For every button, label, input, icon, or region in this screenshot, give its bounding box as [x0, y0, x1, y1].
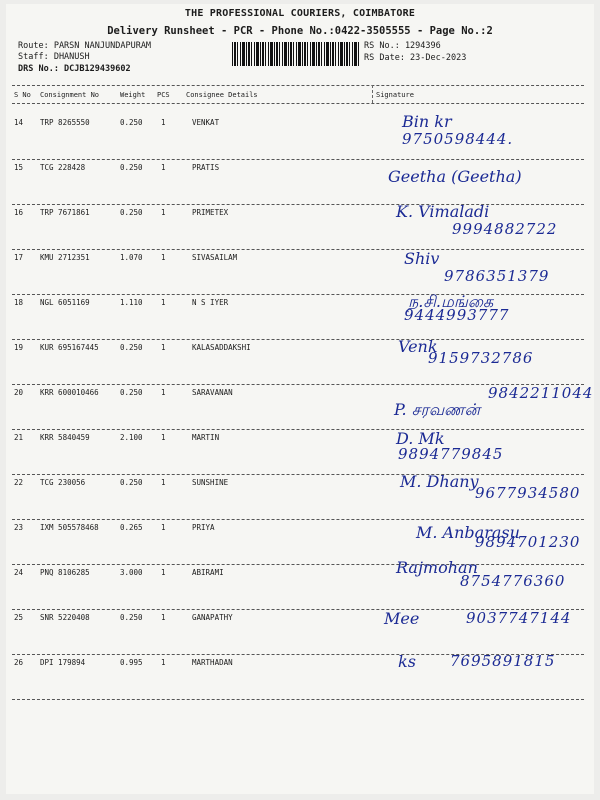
row-consignee: SARAVANAN — [192, 388, 233, 397]
row-weight: 3.000 — [120, 568, 143, 577]
row-sno: 14 — [14, 118, 24, 127]
row-consignee: MARTIN — [192, 433, 220, 442]
row-separator — [12, 249, 584, 250]
row-consignment-no: TRP 8265550 — [40, 118, 90, 127]
signature-phone: 9037747144 — [466, 609, 572, 627]
signature-phone: 9894701230 — [475, 533, 581, 551]
row-weight: 2.100 — [120, 433, 143, 442]
row-sno: 22 — [14, 478, 24, 487]
signature-phone: 9894779845 — [398, 445, 504, 463]
row-sno: 24 — [14, 568, 24, 577]
header-bottom-rule — [12, 103, 584, 104]
row-consignee: MARTHADAN — [192, 658, 233, 667]
signature-phone: 7695891815 — [450, 652, 556, 670]
header-top-rule — [12, 85, 584, 86]
signature-name: Geetha (Geetha) — [388, 167, 522, 186]
row-sno: 16 — [14, 208, 24, 217]
signature-phone: 8754776360 — [460, 572, 566, 590]
rs-number: RS No.: 1294396 — [364, 41, 441, 51]
row-consignee: PRATIS — [192, 163, 220, 172]
col-header-pcs: PCS — [157, 91, 170, 99]
row-separator — [12, 339, 584, 340]
col-header-weight: Weight — [120, 91, 146, 99]
signature-name: Rajmohan — [396, 558, 478, 577]
row-consignment-no: SNR 5220408 — [40, 613, 90, 622]
row-pcs: 1 — [161, 163, 166, 172]
signature-name: Bin kr — [402, 112, 452, 131]
row-sno: 19 — [14, 343, 24, 352]
row-consignee: GANAPATHY — [192, 613, 233, 622]
barcode — [232, 42, 360, 66]
signature-name: M. Anbarasu — [416, 523, 520, 542]
company-title: THE PROFESSIONAL COURIERS, COIMBATORE — [184, 8, 416, 19]
signature-phone: 9750598444. — [402, 130, 514, 148]
row-consignment-no: DPI 179894 — [40, 658, 86, 667]
row-sno: 21 — [14, 433, 24, 442]
row-consignment-no: KRR 5840459 — [40, 433, 90, 442]
signature-name: ந.சி.மங்கை — [408, 292, 494, 311]
signature-name: Shiv — [404, 249, 440, 268]
row-weight: 0.265 — [120, 523, 143, 532]
row-weight: 0.995 — [120, 658, 143, 667]
table-row — [0, 652, 600, 745]
row-consignment-no: NGL 6051169 — [40, 298, 90, 307]
signature-phone: 9677934580 — [475, 484, 581, 502]
row-pcs: 1 — [161, 478, 166, 487]
runsheet-subtitle: Delivery Runsheet - PCR - Phone No.:0422-3505555 - Page No.:2 — [107, 25, 493, 37]
signature-phone: 9444993777 — [404, 306, 510, 324]
signature-phone: 9786351379 — [444, 267, 550, 285]
row-weight: 0.250 — [120, 163, 143, 172]
row-consignment-no: PNQ 8106285 — [40, 568, 90, 577]
rs-date: RS Date: 23-Dec-2023 — [364, 53, 467, 63]
row-weight: 0.250 — [120, 343, 143, 352]
row-pcs: 1 — [161, 523, 166, 532]
row-consignee: PRIYA — [192, 523, 215, 532]
signature-column-divider — [372, 85, 373, 103]
row-pcs: 1 — [161, 433, 166, 442]
drs-number: DRS No.: DCJB129439602 — [18, 64, 131, 74]
row-weight: 0.250 — [120, 478, 143, 487]
row-consignment-no: TCG 230056 — [40, 478, 86, 487]
row-separator — [12, 699, 584, 700]
row-pcs: 1 — [161, 343, 166, 352]
signature-phone: 9159732786 — [428, 349, 534, 367]
row-consignee: ABIRAMI — [192, 568, 224, 577]
signature-name: ks — [398, 652, 416, 671]
row-weight: 0.250 — [120, 388, 143, 397]
row-separator — [12, 294, 584, 295]
signature-name: P. சரவணன் — [394, 400, 481, 419]
row-sno: 20 — [14, 388, 24, 397]
row-consignment-no: KRR 600010466 — [40, 388, 99, 397]
row-weight: 1.070 — [120, 253, 143, 262]
row-separator — [12, 474, 584, 475]
row-separator — [12, 204, 584, 205]
row-weight: 0.250 — [120, 208, 143, 217]
row-sno: 23 — [14, 523, 24, 532]
row-pcs: 1 — [161, 298, 166, 307]
row-sno: 15 — [14, 163, 24, 172]
staff-label: Staff: DHANUSH — [18, 52, 90, 62]
row-consignee: N S IYER — [192, 298, 229, 307]
row-weight: 1.110 — [120, 298, 143, 307]
col-header-sno: S No — [14, 91, 31, 99]
signature-phone: 9994882722 — [452, 220, 558, 238]
row-consignment-no: KUR 695167445 — [40, 343, 99, 352]
row-sno: 26 — [14, 658, 24, 667]
row-sno: 18 — [14, 298, 24, 307]
signature-name: Venk — [398, 337, 438, 356]
signature-phone: 9842211044 — [488, 384, 594, 402]
row-consignee: KALASADDAKSHI — [192, 343, 251, 352]
row-separator — [12, 564, 584, 565]
row-pcs: 1 — [161, 118, 166, 127]
col-header-details: Consignee Details — [186, 91, 258, 99]
signature-name: M. Dhany — [400, 472, 479, 491]
row-sno: 25 — [14, 613, 24, 622]
row-consignment-no: TCG 228428 — [40, 163, 86, 172]
row-pcs: 1 — [161, 253, 166, 262]
row-weight: 0.250 — [120, 118, 143, 127]
row-separator — [12, 159, 584, 160]
row-consignee: PRIMETEX — [192, 208, 229, 217]
signature-name: D. Mk — [396, 429, 445, 448]
row-pcs: 1 — [161, 658, 166, 667]
row-sno: 17 — [14, 253, 24, 262]
route-label: Route: PARSN NANJUNDAPURAM — [18, 41, 152, 51]
row-pcs: 1 — [161, 613, 166, 622]
row-separator — [12, 519, 584, 520]
row-pcs: 1 — [161, 208, 166, 217]
signature-name: K. Vimaladi — [396, 202, 490, 221]
row-weight: 0.250 — [120, 613, 143, 622]
row-consignee: SUNSHINE — [192, 478, 229, 487]
row-consignee: VENKAT — [192, 118, 220, 127]
row-consignment-no: TRP 7671861 — [40, 208, 90, 217]
row-consignee: SIVASAILAM — [192, 253, 238, 262]
col-header-consignment: Consignment No — [40, 91, 100, 99]
row-consignment-no: IXM 505578468 — [40, 523, 99, 532]
row-consignment-no: KMU 2712351 — [40, 253, 90, 262]
row-pcs: 1 — [161, 568, 166, 577]
row-separator — [12, 429, 584, 430]
col-header-signature: Signature — [376, 91, 414, 99]
row-pcs: 1 — [161, 388, 166, 397]
signature-name: Mee — [384, 609, 420, 628]
